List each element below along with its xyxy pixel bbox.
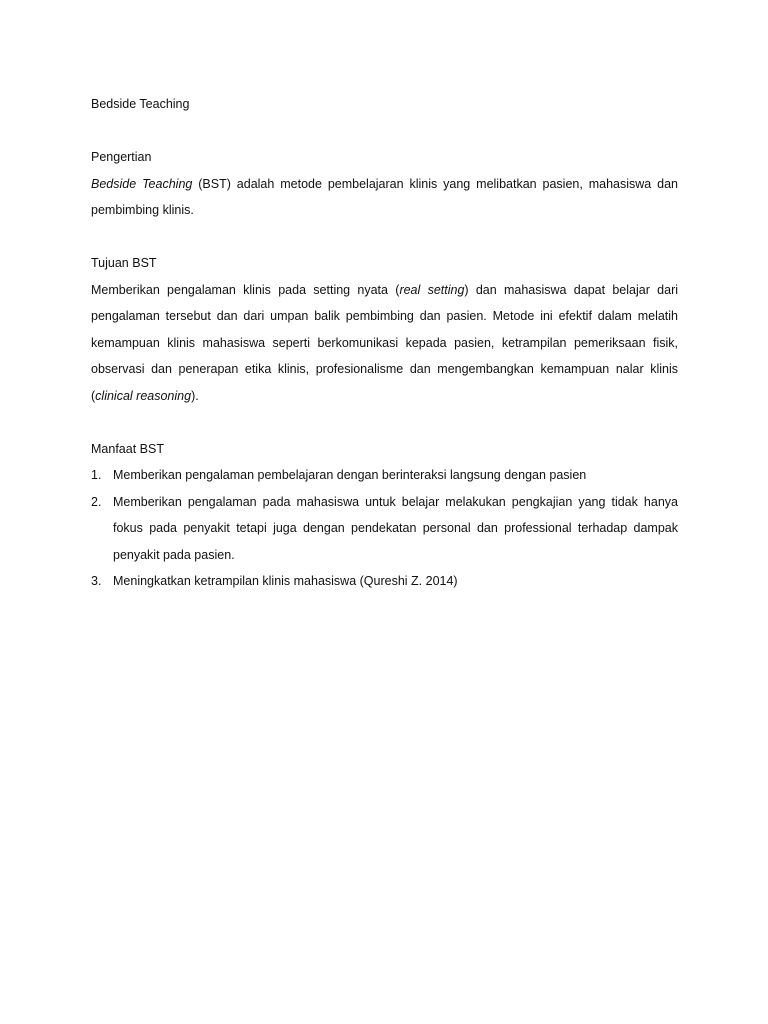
tujuan-text-2: ) dan mahasiswa dapat belajar dari pengalaman tersebut dan dari umpan balik pembimbing dan pasien. Metode ini efektif dalam melatih kemampuan klinis mahasiswa seperti berkomunikasi kepada pasien, ketrampilan pemeriksaan fisik, observasi dan penerapan etika klinis, profesionalisme dan mengembangkan kemampuan nalar klinis ( [91,282,679,403]
term-clinical-reasoning: clinical reasoning [95,388,192,403]
section-manfaat [91,436,678,595]
paragraph-tujuan [91,277,678,410]
list-item [91,462,678,489]
tujuan-text-3: ). [191,388,199,403]
manfaat-list [91,462,678,595]
document-title: Bedside Teaching [91,97,190,111]
heading-tujuan: Tujuan BST [91,256,157,270]
list-item-number: 2. [91,494,102,509]
heading-pengertian: Pengertian [91,150,152,164]
list-item-text: Memberikan pengalaman pembelajaran dengan berinteraksi langsung dengan pasien [113,468,587,482]
tujuan-text-1: Memberikan pengalaman klinis pada setting nyata ( [91,282,400,297]
list-item-number: 1. [91,468,102,482]
list-item-text: Meningkatkan ketrampilan klinis mahasiswa (Qureshi Z. 2014) [113,574,458,588]
list-item [91,568,678,595]
list-item-number: 3. [91,574,102,588]
paragraph-pengertian [91,171,678,224]
pengertian-text: (BST) adalah metode pembelajaran klinis yang melibatkan pasien, mahasiswa dan pembimbing klinis. [91,176,678,217]
term-real-setting: real setting [399,282,465,297]
list-item-text: Memberikan pengalaman pada mahasiswa untuk belajar melakukan pengkajian yang tidak hanya fokus pada penyakit tetapi juga dengan pendekatan personal dan professional terhadap dampak penyakit pada pasien. [113,494,678,562]
section-pengertian [91,144,678,224]
document-page [91,91,678,595]
heading-manfaat: Manfaat BST [91,441,164,456]
term-bedside-teaching: Bedside Teaching [91,176,193,191]
list-item [91,489,678,569]
section-tujuan [91,250,678,409]
